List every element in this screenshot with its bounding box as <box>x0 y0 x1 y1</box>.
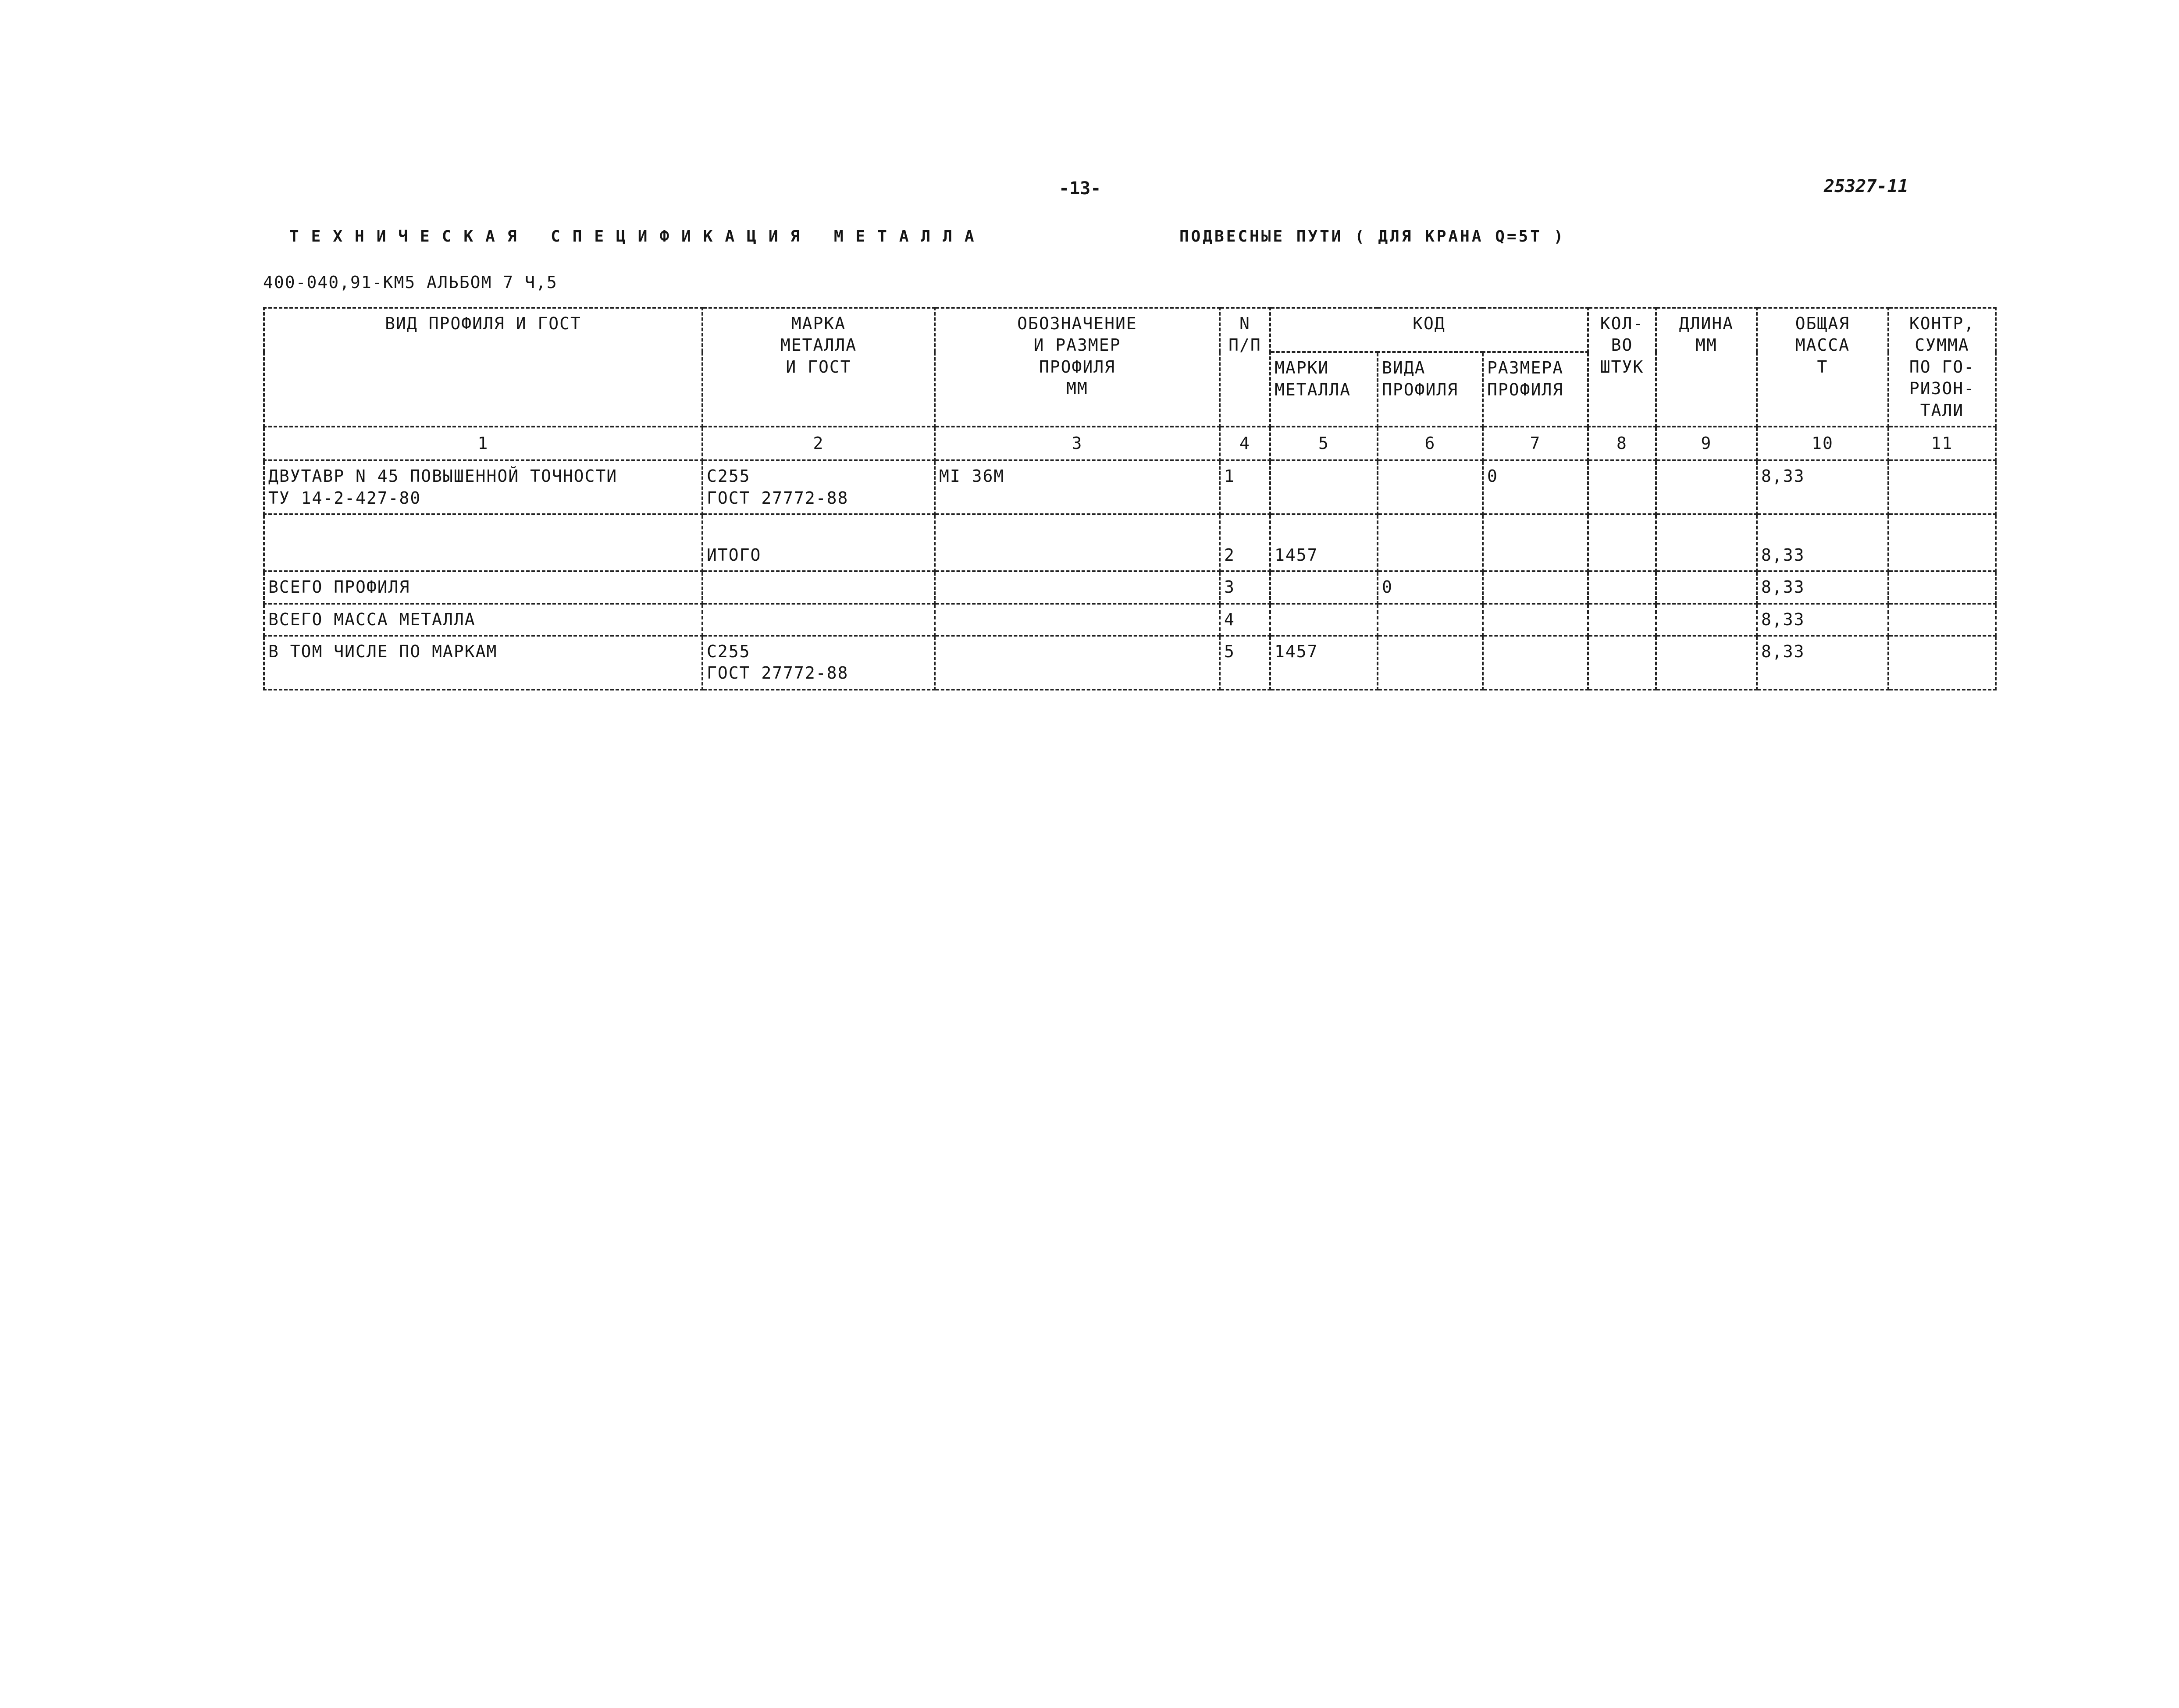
table-row <box>264 460 1996 514</box>
cell-count <box>1588 636 1656 690</box>
cell-code-type <box>1378 460 1483 514</box>
cell-length <box>1656 604 1757 636</box>
cell-grade: ИТОГО <box>702 514 935 571</box>
column-number: 4 <box>1220 427 1270 460</box>
cell-code-type <box>1378 514 1483 571</box>
cell-mass: 8,33 <box>1757 604 1888 636</box>
header-code: КОД <box>1270 308 1588 352</box>
cell-designation <box>935 571 1220 603</box>
cell-length <box>1656 571 1757 603</box>
header-mass: ОБЩАЯ МАССА Т <box>1757 308 1888 427</box>
header-grade: МАРКА МЕТАЛЛА И ГОСТ <box>702 308 935 427</box>
cell-np: 5 <box>1220 636 1270 690</box>
table-row <box>264 571 1996 603</box>
cell-code-grade <box>1270 460 1378 514</box>
header-checksum: КОНТР, СУММА ПО ГО- РИЗОН- ТАЛИ <box>1888 308 1996 427</box>
cell-np: 3 <box>1220 571 1270 603</box>
cell-code-size <box>1483 571 1588 603</box>
cell-checksum <box>1888 514 1996 571</box>
header-np: N П/П <box>1220 308 1270 427</box>
column-number: 6 <box>1378 427 1483 460</box>
cell-code-grade <box>1270 604 1378 636</box>
header-code-size: РАЗМЕРА ПРОФИЛЯ <box>1483 352 1588 427</box>
cell-profile: ВСЕГО ПРОФИЛЯ <box>264 571 702 603</box>
cell-mass: 8,33 <box>1757 571 1888 603</box>
cell-count <box>1588 571 1656 603</box>
cell-code-grade <box>1270 571 1378 603</box>
column-number: 5 <box>1270 427 1378 460</box>
project-reference: 400-040,91-КМ5 АЛЬБОМ 7 Ч,5 <box>263 273 558 292</box>
column-number-row <box>264 427 1996 460</box>
header-row-top <box>264 308 1996 352</box>
cell-code-size <box>1483 604 1588 636</box>
cell-designation <box>935 604 1220 636</box>
cell-code-grade: 1457 <box>1270 636 1378 690</box>
cell-checksum <box>1888 604 1996 636</box>
cell-profile: В ТОМ ЧИСЛЕ ПО МАРКАМ <box>264 636 702 690</box>
header-code-type: ВИДА ПРОФИЛЯ <box>1378 352 1483 427</box>
cell-np: 2 <box>1220 514 1270 571</box>
cell-code-size: 0 <box>1483 460 1588 514</box>
cell-checksum <box>1888 460 1996 514</box>
cell-mass: 8,33 <box>1757 460 1888 514</box>
metal-specification-table <box>263 307 1997 690</box>
header-count: КОЛ- ВО ШТУК <box>1588 308 1656 427</box>
cell-grade <box>702 571 935 603</box>
cell-profile <box>264 514 702 571</box>
column-number: 3 <box>935 427 1220 460</box>
document-code: 25327-11 <box>1824 176 1908 196</box>
cell-code-size <box>1483 636 1588 690</box>
header-profile: ВИД ПРОФИЛЯ И ГОСТ <box>264 308 702 427</box>
column-number: 7 <box>1483 427 1588 460</box>
column-number: 10 <box>1757 427 1888 460</box>
cell-checksum <box>1888 636 1996 690</box>
cell-code-type <box>1378 604 1483 636</box>
cell-mass: 8,33 <box>1757 636 1888 690</box>
column-number: 2 <box>702 427 935 460</box>
cell-length <box>1656 460 1757 514</box>
header-length: ДЛИНА ММ <box>1656 308 1757 427</box>
cell-np: 1 <box>1220 460 1270 514</box>
column-number: 9 <box>1656 427 1757 460</box>
column-number: 1 <box>264 427 702 460</box>
cell-profile: ВСЕГО МАССА МЕТАЛЛА <box>264 604 702 636</box>
cell-count <box>1588 514 1656 571</box>
page-title: ТЕХНИЧЕСКАЯ СПЕЦИФИКАЦИЯ МЕТАЛЛА <box>289 228 986 246</box>
page-subject: ПОДВЕСНЫЕ ПУТИ ( ДЛЯ КРАНА Q=5Т ) <box>1179 228 1566 246</box>
cell-length <box>1656 514 1757 571</box>
cell-count <box>1588 604 1656 636</box>
cell-designation <box>935 636 1220 690</box>
cell-checksum <box>1888 571 1996 603</box>
header-designation: ОБОЗНАЧЕНИЕ И РАЗМЕР ПРОФИЛЯ ММ <box>935 308 1220 427</box>
header-code-grade: МАРКИ МЕТАЛЛА <box>1270 352 1378 427</box>
cell-code-type <box>1378 636 1483 690</box>
page-number: -13- <box>1059 178 1101 199</box>
cell-np: 4 <box>1220 604 1270 636</box>
column-number: 8 <box>1588 427 1656 460</box>
cell-code-grade: 1457 <box>1270 514 1378 571</box>
cell-code-type: 0 <box>1378 571 1483 603</box>
table-row <box>264 636 1996 690</box>
cell-code-size <box>1483 514 1588 571</box>
cell-count <box>1588 460 1656 514</box>
cell-grade: С255 ГОСТ 27772-88 <box>702 636 935 690</box>
cell-designation <box>935 514 1220 571</box>
cell-length <box>1656 636 1757 690</box>
cell-grade: С255 ГОСТ 27772-88 <box>702 460 935 514</box>
table-row <box>264 604 1996 636</box>
table-row <box>264 514 1996 571</box>
cell-mass: 8,33 <box>1757 514 1888 571</box>
cell-designation: МI 36М <box>935 460 1220 514</box>
column-number: 11 <box>1888 427 1996 460</box>
cell-profile: ДВУТАВР N 45 ПОВЫШЕННОЙ ТОЧНОСТИ ТУ 14-2-427-80 <box>264 460 702 514</box>
cell-grade <box>702 604 935 636</box>
